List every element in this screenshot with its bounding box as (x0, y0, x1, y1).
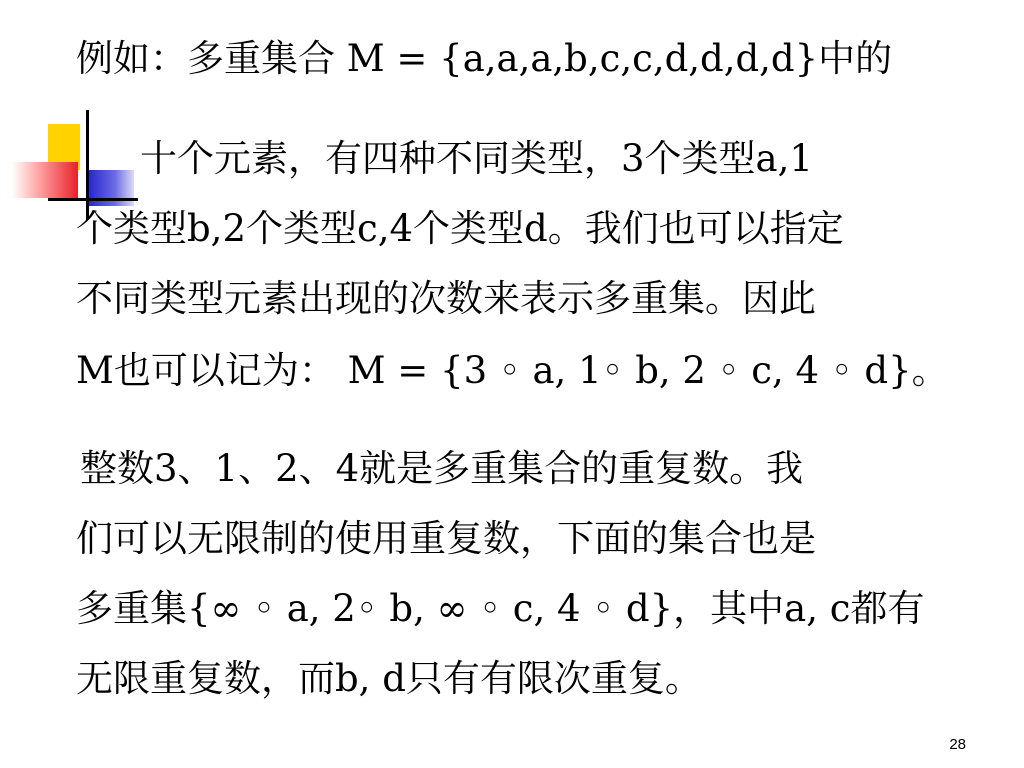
paragraph2-line1: 整数3、1、2、4就是多重集合的重复数。我 (80, 447, 804, 490)
paragraph1-line2: 十个元素，有四种不同类型，3个类型a,1 (140, 137, 813, 180)
paragraph2-line2: 们可以无限制的使用重复数，下面的集合也是 (76, 517, 816, 560)
logo-vertical-line (86, 110, 89, 220)
page-number: 28 (949, 736, 966, 753)
paragraph1-line5: M也可以记为： M = {3 ◦ a, 1◦ b, 2 ◦ c, 4 ◦ d}。 (76, 349, 949, 392)
paragraph2-line4: 无限重复数，而b, d只有有限次重复。 (76, 657, 702, 700)
logo-horizontal-line (48, 198, 138, 201)
paragraph1-line1: 例如：多重集合 M = {a,a,a,b,c,c,d,d,d,d}中的 (76, 37, 893, 80)
paragraph2-line3: 多重集{∞ ◦ a, 2◦ b, ∞ ◦ c, 4 ◦ d}，其中a, c都有 (76, 587, 925, 630)
paragraph1-line4: 不同类型元素出现的次数来表示多重集。因此 (76, 277, 816, 320)
logo-red-bar (12, 162, 78, 198)
slide-logo-decoration (0, 0, 160, 240)
paragraph1-line3: 个类型b,2个类型c,4个类型d。我们也可以指定 (76, 207, 844, 250)
